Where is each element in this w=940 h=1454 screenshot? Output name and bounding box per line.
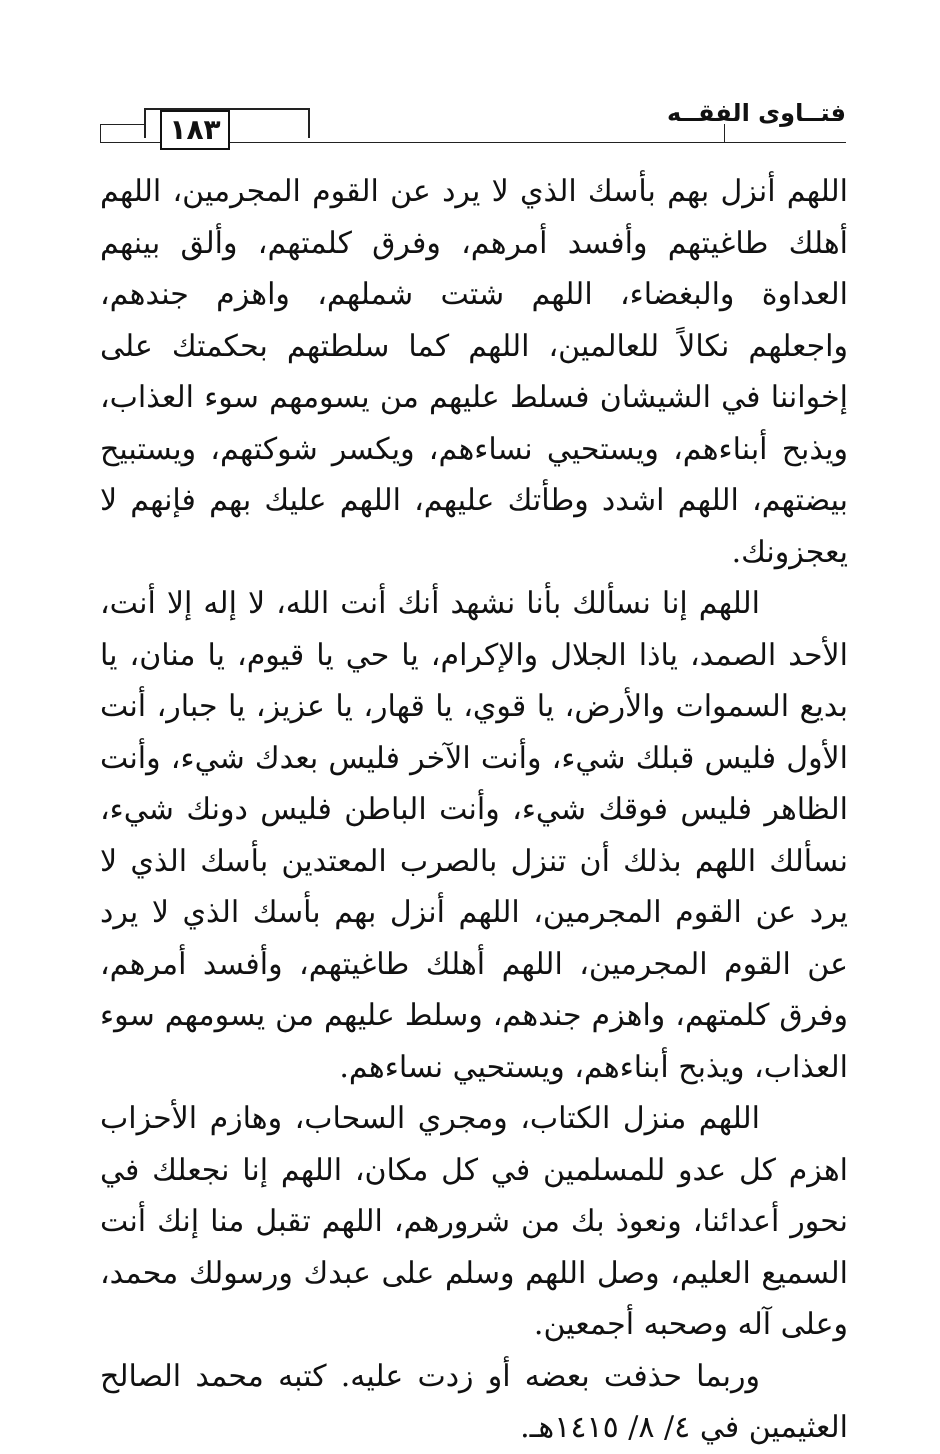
header-frame-left	[100, 124, 145, 143]
header-frame-right	[724, 124, 726, 142]
page-number-frame	[144, 108, 310, 146]
page-body	[100, 166, 848, 1454]
page-header	[100, 96, 846, 148]
paragraph-2: اللهم إنا نسألك بأنا نشهد أنك أنت الله، لا إله إلا أنت، الأحد الصمد، ياذا الجلال والإكرام، يا حي يا قيوم، يا منان، يا بديع السموات والأرض، يا قوي، يا قهار، يا عزيز، يا جبار، أنت الأول فليس قبلك شيء، وأنت الآخر فليس بعدك شيء، وأنت الظاهر فليس فوقك شيء، وأنت الباطن فليس دونك شيء، نسألك اللهم بذلك أن تنزل بالصرب المعتدين بأسك الذي لا يرد عن القوم المجرمين، اللهم أنزل بهم بأسك الذي لا يرد عن القوم المجرمين، اللهم أهلك طاغيتهم، وأفسد أمرهم، وفرق كلمتهم، واهزم جندهم، وسلط عليهم من يسومهم سوء العذاب، ويذبح أبناءهم، ويستحيي نساءهم.	[100, 586, 848, 1085]
page-number: ١٨٣	[160, 110, 230, 150]
paragraph-3: اللهم منزل الكتاب، ومجري السحاب، وهازم الأحزاب اهزم كل عدو للمسلمين في كل مكان، اللهم إنا نجعلك في نحور أعدائنا، ونعوذ بك من شرورهم، اللهم تقبل منا إنك أنت السميع العليم، وصل اللهم وسلم على عبدك ورسولك محمد، وعلى آله وصحبه أجمعين.	[100, 1101, 848, 1342]
running-title: فتــاوى الفقــه	[667, 99, 846, 127]
paragraph-1: اللهم أنزل بهم بأسك الذي لا يرد عن القوم المجرمين، اللهم أهلك طاغيتهم وأفسد أمرهم، وفرق كلمتهم، وألق بينهم العداوة والبغضاء، اللهم شتت شملهم، واهزم جندهم، واجعلهم نكالاً للعالمين، اللهم كما سلطتهم بحكمتك على إخواننا في الشيشان فسلط عليهم من يسومهم سوء العذاب، ويذبح أبناءهم، ويستحيي نساءهم، ويكسر شوكتهم، ويستبيح بيضتهم، اللهم اشدد وطأتك عليهم، اللهم عليك بهم فإنهم لا يعجزونك.	[100, 174, 848, 570]
paragraph-4: وربما حذفت بعضه أو زدت عليه. كتبه محمد الصالح العثيمين في ٤/ ٨/ ١٤١٥هـ.	[100, 1358, 848, 1445]
